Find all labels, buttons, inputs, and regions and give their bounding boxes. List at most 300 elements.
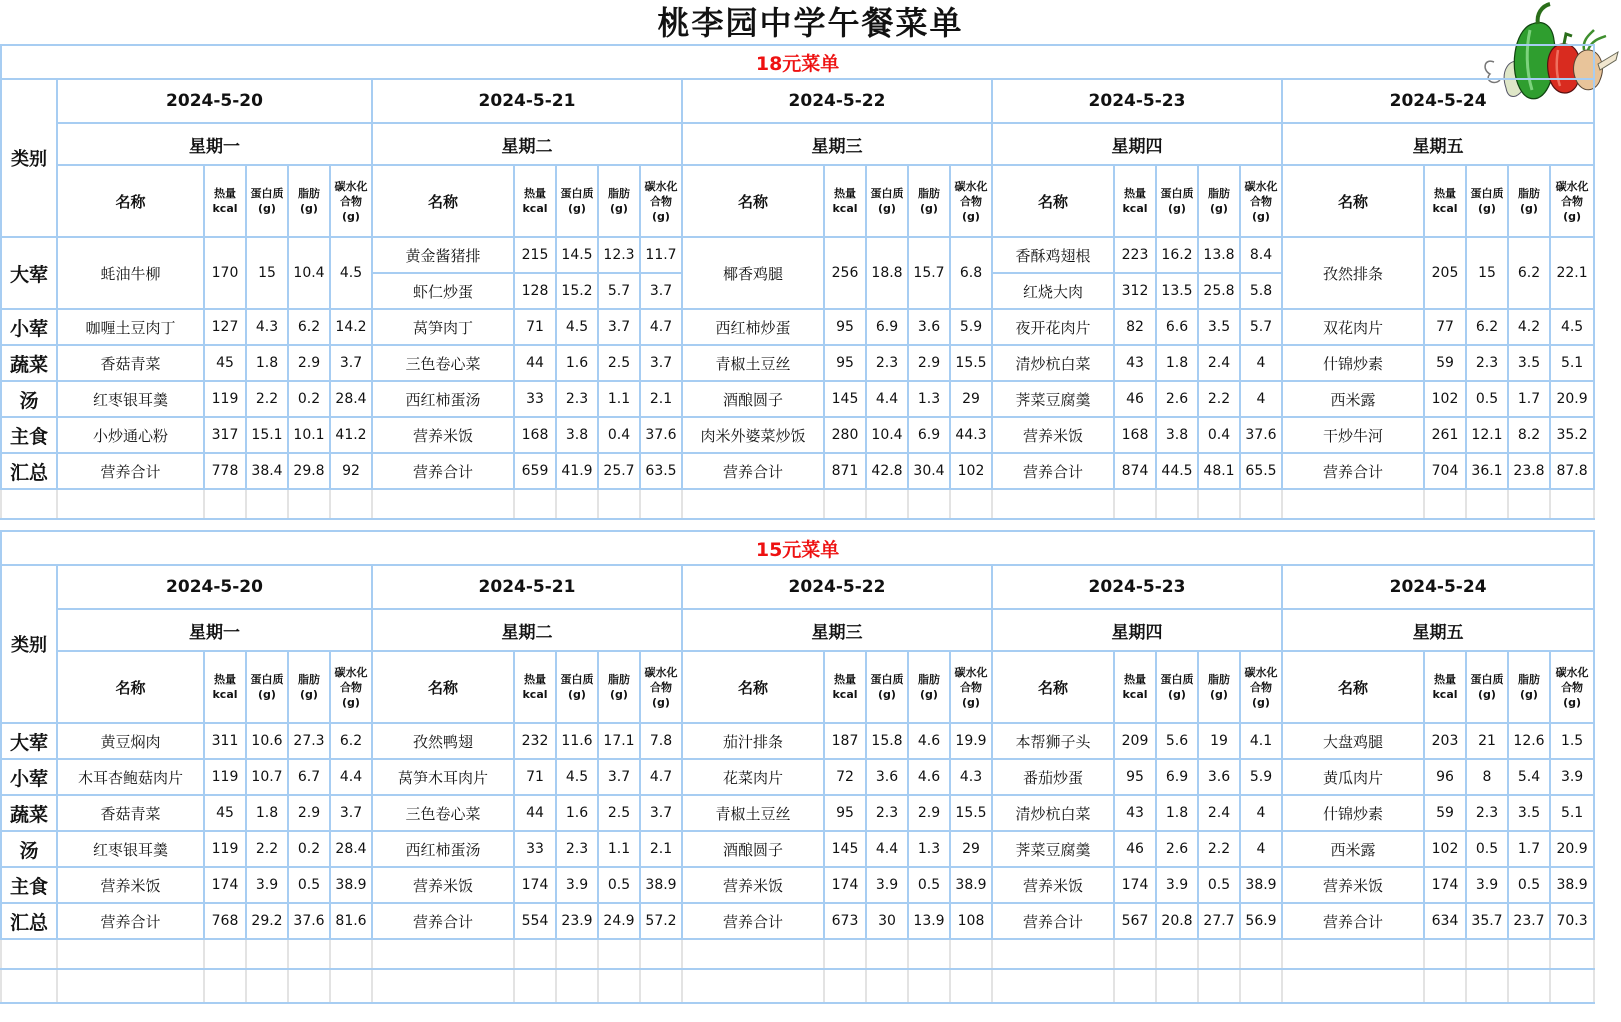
protein-value: 2.6	[1156, 381, 1198, 417]
carbs-value: 87.8	[1550, 453, 1594, 489]
protein-value: 2.3	[1466, 795, 1508, 831]
empty-cell	[866, 969, 908, 1003]
column-header-protein	[866, 651, 908, 723]
column-header-line: 合物	[1561, 680, 1584, 694]
column-header-line: 碳水化	[1244, 665, 1278, 679]
empty-cell	[57, 489, 204, 519]
column-header-line: 合物	[1250, 194, 1272, 208]
column-header-line: 蛋白质	[1160, 187, 1194, 200]
protein-value: 3.6	[866, 759, 908, 795]
fat-value: 2.9	[288, 345, 330, 381]
column-header-line: (g)	[878, 688, 896, 701]
protein-value: 3.9	[246, 867, 288, 903]
dish-name: 西红柿炒蛋	[682, 309, 824, 345]
column-header-line: 碳水化	[954, 179, 988, 193]
carbs-value: 63.5	[640, 453, 682, 489]
protein-value: 3.9	[1156, 867, 1198, 903]
column-header-line: 热量	[1124, 187, 1146, 200]
column-header-carbs	[1550, 165, 1594, 237]
dish-name: 荠菜豆腐羹	[992, 831, 1114, 867]
carbs-value: 15.5	[950, 795, 992, 831]
dish-name: 西红柿蛋汤	[372, 831, 514, 867]
column-header-line: 碳水化	[1555, 179, 1589, 193]
column-header-line: kcal	[1432, 688, 1458, 701]
protein-value: 3.9	[866, 867, 908, 903]
day-date: 2024-5-20	[57, 565, 372, 609]
column-header-fat	[1198, 651, 1240, 723]
dish-name: 莴笋木耳肉片	[372, 759, 514, 795]
kcal-value: 232	[514, 723, 556, 759]
carbs-value: 14.2	[330, 309, 372, 345]
column-header-line: 碳水化	[334, 665, 368, 679]
column-header-line: kcal	[832, 202, 858, 215]
empty-cell	[824, 489, 866, 519]
kcal-value: 43	[1114, 345, 1156, 381]
day-weekday: 星期四	[992, 609, 1282, 651]
dish-name: 小炒通心粉	[57, 417, 204, 453]
dish-name: 西米露	[1282, 831, 1424, 867]
kcal-value: 95	[824, 795, 866, 831]
column-header-line: (g)	[1520, 688, 1538, 701]
column-header-line: 碳水化	[644, 665, 678, 679]
day-date: 2024-5-24	[1282, 565, 1594, 609]
empty-cell	[556, 489, 598, 519]
fat-value: 12.6	[1508, 723, 1550, 759]
fat-value: 3.7	[598, 759, 640, 795]
protein-value: 10.7	[246, 759, 288, 795]
column-header-line: (g)	[1210, 202, 1228, 215]
protein-value: 42.8	[866, 453, 908, 489]
fat-value: 17.1	[598, 723, 640, 759]
column-header-fat	[598, 651, 640, 723]
day-date: 2024-5-24	[1282, 79, 1594, 123]
carbs-value: 102	[950, 453, 992, 489]
fat-value: 3.6	[1198, 759, 1240, 795]
kcal-value: 95	[824, 345, 866, 381]
kcal-value: 317	[204, 417, 246, 453]
kcal-value: 174	[824, 867, 866, 903]
kcal-value: 95	[1114, 759, 1156, 795]
protein-value: 36.1	[1466, 453, 1508, 489]
column-header-line: 脂肪	[1208, 187, 1230, 200]
row-category: 汤	[1, 381, 57, 417]
dish-name: 黄豆焖肉	[57, 723, 204, 759]
kcal-value: 209	[1114, 723, 1156, 759]
column-header-name: 名称	[682, 651, 824, 723]
day-date: 2024-5-22	[682, 565, 992, 609]
day-weekday: 星期三	[682, 123, 992, 165]
protein-value: 1.8	[246, 795, 288, 831]
day-weekday: 星期三	[682, 609, 992, 651]
fat-value: 3.5	[1508, 795, 1550, 831]
empty-cell	[640, 939, 682, 969]
fat-value: 6.9	[908, 417, 950, 453]
empty-cell	[1, 969, 57, 1003]
protein-value: 14.5	[556, 237, 598, 273]
row-category: 汇总	[1, 903, 57, 939]
menu-table-18	[0, 44, 1595, 520]
dish-name: 咖喱土豆肉丁	[57, 309, 204, 345]
column-header-fat	[908, 651, 950, 723]
carbs-value: 5.8	[1240, 273, 1282, 309]
column-header-carbs	[950, 651, 992, 723]
column-header-name: 名称	[372, 651, 514, 723]
day-weekday: 星期一	[57, 123, 372, 165]
empty-cell	[246, 939, 288, 969]
empty-cell	[246, 969, 288, 1003]
protein-value: 10.6	[246, 723, 288, 759]
empty-cell	[514, 939, 556, 969]
column-header-line: 合物	[650, 680, 672, 694]
fat-value: 19	[1198, 723, 1240, 759]
kcal-value: 44	[514, 795, 556, 831]
carbs-value: 5.9	[1240, 759, 1282, 795]
protein-value: 1.6	[556, 795, 598, 831]
fat-value: 29.8	[288, 453, 330, 489]
column-header-kcal	[1114, 165, 1156, 237]
fat-value: 1.7	[1508, 831, 1550, 867]
kcal-value: 46	[1114, 831, 1156, 867]
carbs-value: 2.1	[640, 831, 682, 867]
kcal-value: 174	[204, 867, 246, 903]
row-category: 汤	[1, 831, 57, 867]
day-weekday: 星期二	[372, 123, 682, 165]
carbs-value: 7.8	[640, 723, 682, 759]
column-header-line: 热量	[524, 187, 546, 200]
protein-value: 2.3	[556, 831, 598, 867]
protein-value: 4.4	[866, 381, 908, 417]
carbs-value: 70.3	[1550, 903, 1594, 939]
day-date: 2024-5-21	[372, 565, 682, 609]
empty-cell	[1466, 969, 1508, 1003]
dish-name: 营养合计	[1282, 453, 1424, 489]
kcal-value: 102	[1424, 831, 1466, 867]
fat-value: 6.2	[288, 309, 330, 345]
carbs-value: 4	[1240, 831, 1282, 867]
kcal-value: 554	[514, 903, 556, 939]
row-category: 蔬菜	[1, 795, 57, 831]
empty-cell	[950, 489, 992, 519]
kcal-value: 261	[1424, 417, 1466, 453]
protein-value: 29.2	[246, 903, 288, 939]
dish-name: 营养米饭	[57, 867, 204, 903]
fat-value: 4.6	[908, 759, 950, 795]
dish-name: 红枣银耳羹	[57, 831, 204, 867]
dish-name: 营养合计	[682, 453, 824, 489]
carbs-value: 29	[950, 831, 992, 867]
column-header-line: kcal	[832, 688, 858, 701]
dish-name: 蚝油牛柳	[57, 237, 204, 309]
carbs-value: 4.7	[640, 759, 682, 795]
dish-name: 大盘鸡腿	[1282, 723, 1424, 759]
column-header-line: 蛋白质	[1470, 673, 1504, 686]
column-header-kcal	[1424, 651, 1466, 723]
fat-value: 15.7	[908, 237, 950, 309]
column-header-carbs	[1550, 651, 1594, 723]
carbs-value: 37.6	[1240, 417, 1282, 453]
carbs-value: 6.2	[330, 723, 372, 759]
kcal-value: 72	[824, 759, 866, 795]
kcal-value: 174	[1114, 867, 1156, 903]
kcal-value: 874	[1114, 453, 1156, 489]
protein-value: 8	[1466, 759, 1508, 795]
column-header-carbs	[330, 651, 372, 723]
dish-name: 清炒杭白菜	[992, 345, 1114, 381]
fat-value: 1.1	[598, 381, 640, 417]
dish-name: 夜开花肉片	[992, 309, 1114, 345]
column-header-carbs	[330, 165, 372, 237]
carbs-value: 38.9	[950, 867, 992, 903]
fat-value: 2.4	[1198, 345, 1240, 381]
empty-cell	[514, 489, 556, 519]
column-header-name: 名称	[57, 165, 204, 237]
day-date: 2024-5-21	[372, 79, 682, 123]
carbs-value: 3.7	[330, 345, 372, 381]
fat-value: 48.1	[1198, 453, 1240, 489]
fat-value: 0.5	[1508, 867, 1550, 903]
column-header-name: 名称	[992, 651, 1114, 723]
fat-value: 27.7	[1198, 903, 1240, 939]
empty-cell	[992, 489, 1114, 519]
carbs-value: 20.9	[1550, 381, 1594, 417]
column-header-line: (g)	[920, 688, 938, 701]
protein-value: 1.8	[246, 345, 288, 381]
carbs-value: 4.5	[330, 237, 372, 309]
fat-value: 0.5	[1198, 867, 1240, 903]
carbs-value: 28.4	[330, 831, 372, 867]
dish-name: 什锦炒素	[1282, 795, 1424, 831]
kcal-value: 77	[1424, 309, 1466, 345]
empty-cell	[992, 939, 1114, 969]
row-category: 蔬菜	[1, 345, 57, 381]
fat-value: 1.3	[908, 831, 950, 867]
empty-cell	[1, 939, 57, 969]
dish-name: 营养合计	[992, 903, 1114, 939]
column-header-line: 脂肪	[298, 187, 320, 200]
fat-value: 2.5	[598, 345, 640, 381]
column-header-kcal	[824, 165, 866, 237]
empty-cell	[682, 939, 824, 969]
column-header-line: 热量	[834, 187, 856, 200]
empty-cell	[372, 939, 514, 969]
carbs-value: 2.1	[640, 381, 682, 417]
column-header-carbs	[640, 165, 682, 237]
empty-cell	[866, 939, 908, 969]
carbs-value: 22.1	[1550, 237, 1594, 309]
fat-value: 2.9	[288, 795, 330, 831]
kcal-value: 145	[824, 831, 866, 867]
dish-name: 莴笋肉丁	[372, 309, 514, 345]
protein-value: 4.4	[866, 831, 908, 867]
column-header-line: (g)	[1563, 695, 1582, 709]
column-header-line: kcal	[212, 202, 238, 215]
kcal-value: 168	[514, 417, 556, 453]
carbs-value: 3.7	[640, 795, 682, 831]
column-header-kcal	[204, 165, 246, 237]
carbs-value: 15.5	[950, 345, 992, 381]
column-header-line: kcal	[522, 202, 548, 215]
protein-value: 44.5	[1156, 453, 1198, 489]
column-header-line: 热量	[214, 187, 236, 200]
fat-value: 25.8	[1198, 273, 1240, 309]
kcal-value: 174	[514, 867, 556, 903]
empty-cell	[1240, 489, 1282, 519]
carbs-value: 5.1	[1550, 795, 1594, 831]
fat-value: 10.4	[288, 237, 330, 309]
kcal-value: 778	[204, 453, 246, 489]
column-header-line: (g)	[610, 202, 628, 215]
fat-value: 5.4	[1508, 759, 1550, 795]
protein-value: 1.8	[1156, 345, 1198, 381]
kcal-value: 168	[1114, 417, 1156, 453]
column-header-line: (g)	[1563, 209, 1582, 223]
empty-cell	[1550, 489, 1594, 519]
kcal-value: 45	[204, 795, 246, 831]
empty-cell	[556, 969, 598, 1003]
dish-name: 清炒杭白菜	[992, 795, 1114, 831]
protein-value: 2.3	[556, 381, 598, 417]
kcal-value: 145	[824, 381, 866, 417]
protein-value: 4.3	[246, 309, 288, 345]
fat-value: 13.9	[908, 903, 950, 939]
dish-name: 红烧大肉	[992, 273, 1114, 309]
day-date: 2024-5-23	[992, 565, 1282, 609]
protein-value: 15.2	[556, 273, 598, 309]
fat-value: 30.4	[908, 453, 950, 489]
dish-name: 孜然排条	[1282, 237, 1424, 309]
empty-cell	[908, 939, 950, 969]
kcal-value: 59	[1424, 345, 1466, 381]
carbs-value: 56.9	[1240, 903, 1282, 939]
kcal-value: 567	[1114, 903, 1156, 939]
protein-value: 15.1	[246, 417, 288, 453]
protein-value: 0.5	[1466, 831, 1508, 867]
kcal-value: 33	[514, 831, 556, 867]
protein-value: 30	[866, 903, 908, 939]
column-header-line: 脂肪	[608, 673, 630, 686]
kcal-value: 33	[514, 381, 556, 417]
fat-value: 0.2	[288, 831, 330, 867]
column-header-fat	[1508, 651, 1550, 723]
kcal-value: 203	[1424, 723, 1466, 759]
empty-cell	[1424, 489, 1466, 519]
column-header-line: 热量	[1434, 673, 1456, 686]
empty-cell	[1156, 489, 1198, 519]
empty-cell	[1156, 969, 1198, 1003]
column-header-line: (g)	[920, 202, 938, 215]
kcal-value: 673	[824, 903, 866, 939]
empty-cell	[288, 969, 330, 1003]
column-header-line: (g)	[300, 202, 318, 215]
dish-name: 营养合计	[372, 903, 514, 939]
column-header-fat	[288, 651, 330, 723]
column-header-line: 碳水化	[334, 179, 368, 193]
column-header-protein	[1156, 651, 1198, 723]
empty-cell	[246, 489, 288, 519]
carbs-value: 4	[1240, 795, 1282, 831]
day-date: 2024-5-23	[992, 79, 1282, 123]
column-header-line: 蛋白质	[250, 187, 284, 200]
dish-name: 营养米饭	[682, 867, 824, 903]
dish-name: 木耳杏鲍菇肉片	[57, 759, 204, 795]
carbs-value: 6.8	[950, 237, 992, 309]
column-header-line: 碳水化	[644, 179, 678, 193]
dish-name: 西米露	[1282, 381, 1424, 417]
fat-value: 1.3	[908, 381, 950, 417]
day-date: 2024-5-22	[682, 79, 992, 123]
menu-title: 18元菜单	[1, 45, 1594, 79]
dish-name: 红枣银耳羹	[57, 381, 204, 417]
empty-cell	[598, 489, 640, 519]
column-header-name: 名称	[682, 165, 824, 237]
column-header-line: 合物	[1561, 194, 1584, 208]
fat-value: 3.5	[1198, 309, 1240, 345]
column-header-line: kcal	[1122, 688, 1148, 701]
column-header-line: 热量	[834, 673, 856, 686]
row-category: 主食	[1, 417, 57, 453]
day-weekday: 星期五	[1282, 609, 1594, 651]
carbs-value: 41.2	[330, 417, 372, 453]
column-header-line: (g)	[1210, 688, 1228, 701]
column-header-line: 蛋白质	[560, 187, 594, 200]
day-weekday: 星期四	[992, 123, 1282, 165]
fat-value: 12.3	[598, 237, 640, 273]
column-header-protein	[556, 165, 598, 237]
column-header-line: 蛋白质	[1470, 187, 1504, 200]
carbs-value: 38.9	[1240, 867, 1282, 903]
column-header-kcal	[1114, 651, 1156, 723]
fat-value: 25.7	[598, 453, 640, 489]
protein-value: 15	[246, 237, 288, 309]
dish-name: 营养合计	[57, 453, 204, 489]
page-title: 桃李园中学午餐菜单	[657, 4, 964, 42]
dish-name: 营养合计	[682, 903, 824, 939]
protein-value: 5.6	[1156, 723, 1198, 759]
carbs-value: 11.7	[640, 237, 682, 273]
dish-name: 三色卷心菜	[372, 345, 514, 381]
column-header-line: (g)	[652, 209, 670, 223]
fat-value: 24.9	[598, 903, 640, 939]
kcal-value: 45	[204, 345, 246, 381]
carbs-value: 3.9	[1550, 759, 1594, 795]
fat-value: 27.3	[288, 723, 330, 759]
day-weekday: 星期一	[57, 609, 372, 651]
protein-value: 1.6	[556, 345, 598, 381]
fat-value: 4.6	[908, 723, 950, 759]
protein-value: 3.8	[556, 417, 598, 453]
empty-cell	[330, 939, 372, 969]
dish-name: 椰香鸡腿	[682, 237, 824, 309]
fat-value: 2.4	[1198, 795, 1240, 831]
column-header-line: 脂肪	[1208, 673, 1230, 686]
dish-name: 营养米饭	[1282, 867, 1424, 903]
fat-value: 8.2	[1508, 417, 1550, 453]
kcal-value: 312	[1114, 273, 1156, 309]
column-header-kcal	[1424, 165, 1466, 237]
column-header-line: (g)	[258, 688, 276, 701]
empty-cell	[372, 489, 514, 519]
column-header-name: 名称	[1282, 651, 1424, 723]
column-header-protein	[1156, 165, 1198, 237]
fat-value: 0.2	[288, 381, 330, 417]
column-header-kcal	[514, 651, 556, 723]
category-header: 类别	[1, 565, 57, 723]
kcal-value: 768	[204, 903, 246, 939]
empty-cell	[1508, 969, 1550, 1003]
carbs-value: 4	[1240, 345, 1282, 381]
row-category: 小荤	[1, 759, 57, 795]
kcal-value: 311	[204, 723, 246, 759]
